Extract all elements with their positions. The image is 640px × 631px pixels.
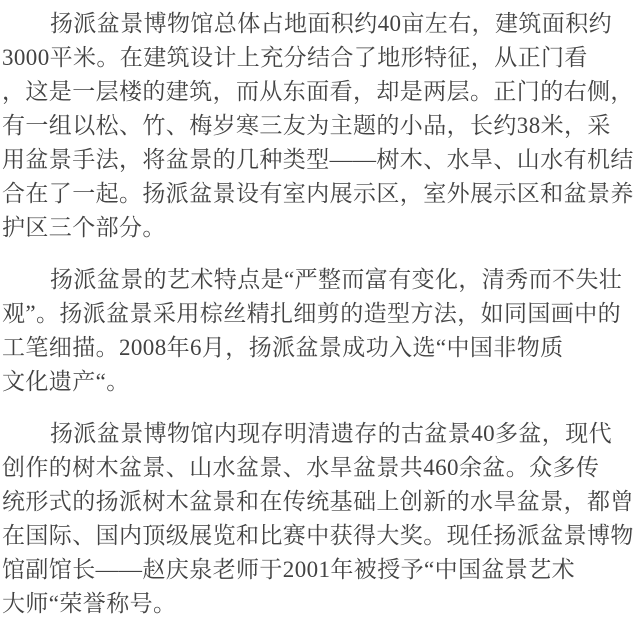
text-line: 扬派盆景博物馆内现存明清遗存的古盆景40多盆，现代 bbox=[50, 421, 612, 446]
text-line: ，这是一层楼的建筑，而从东面看，却是两层。正门的右侧， bbox=[2, 79, 634, 104]
text-line: 3000平米。在建筑设计上充分结合了地形特征，从正门看 bbox=[2, 45, 588, 70]
paragraph bbox=[2, 7, 636, 245]
text-line: 观”。扬派盆景采用棕丝精扎细剪的造型方法，如同国画中的 bbox=[2, 301, 622, 326]
text-line: 统形式的扬派树木盆景和在传统基础上创新的水旱盆景，都曾 bbox=[2, 489, 634, 514]
text-line: 有一组以松、竹、梅岁寒三友为主题的小品，长约38米，采 bbox=[2, 113, 611, 138]
text-line: 馆副馆长——赵庆泉老师于2001年被授予“中国盆景艺术 bbox=[2, 557, 576, 582]
text-line: 合在了一起。扬派盆景设有室内展示区，室外展示区和盆景养 bbox=[2, 181, 634, 206]
text-line: 扬派盆景的艺术特点是“严整而富有变化，清秀而不失壮 bbox=[50, 267, 623, 292]
text-line: 护区三个部分。 bbox=[2, 215, 166, 240]
text-line: 扬派盆景博物馆总体占地面积约40亩左右，建筑面积约 bbox=[50, 11, 612, 36]
text-line: 创作的树木盆景、山水盆景、水旱盆景共460余盆。众多传 bbox=[2, 455, 600, 480]
paragraph bbox=[2, 263, 636, 399]
text-line: 工笔细描。2008年6月，扬派盆景成功入选“中国非物质 bbox=[2, 335, 564, 360]
text-line: 大师“荣誉称号。 bbox=[2, 591, 177, 616]
text-line: 用盆景手法，将盆景的几种类型——树木、水旱、山水有机结 bbox=[2, 147, 634, 172]
text-line: 在国际、国内顶级展览和比赛中获得大奖。现任扬派盆景博物 bbox=[2, 523, 634, 548]
text-line: 文化遗产“。 bbox=[2, 369, 130, 394]
paragraph bbox=[2, 417, 636, 621]
